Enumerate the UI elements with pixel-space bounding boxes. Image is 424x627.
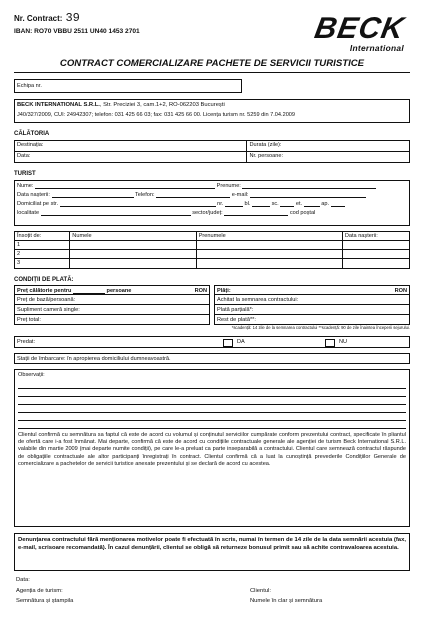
company-info [14, 99, 410, 123]
date-label: Data: [17, 153, 31, 160]
birth-date-line[interactable] [52, 192, 134, 198]
total-price-label: Preț total: [17, 316, 41, 323]
table-row[interactable] [15, 250, 410, 259]
iban: IBAN: RO70 VBBU 2511 UN40 1453 2701 [14, 27, 140, 35]
phone-label: Telefon: [134, 191, 155, 198]
street-line[interactable] [60, 201, 216, 207]
currency-right: RON [394, 287, 407, 294]
email-label: e-mail: [231, 191, 249, 198]
nr-label: nr. [217, 200, 224, 207]
observation-line[interactable] [18, 405, 406, 413]
contract-label: Nr. Contract: [14, 14, 63, 23]
boarding-stations: Stații de îmbarcare: în apropierea domiciliului dumneavoastră. [14, 353, 410, 364]
table-row[interactable] [15, 259, 410, 268]
handover-row [14, 336, 410, 348]
persons-count-line[interactable] [73, 288, 105, 294]
row-number: 3 [15, 259, 70, 268]
client-label: Clientul: [250, 588, 271, 595]
destination-field[interactable] [15, 141, 247, 151]
col-first-name: Prenumele [196, 231, 342, 240]
payment-note: *scadență: 14 zile de la semnarea contractului **scadență: 90 de zile înaintea începerii sejurului. [231, 325, 410, 331]
agency-sign-label: Semnătura și ștampila [16, 598, 74, 605]
price-for-label: Preț călătorie pentru [17, 287, 72, 294]
duration-field[interactable] [247, 141, 409, 151]
payments-label: Plăți: [217, 287, 231, 294]
row-number: 2 [15, 250, 70, 259]
observation-line[interactable] [18, 421, 406, 429]
handover-label: Predat: [17, 339, 36, 346]
logo-word: BECK [312, 12, 407, 45]
phone-line[interactable] [156, 192, 230, 198]
company-name: BECK INTERNATIONAL S.R.L. [17, 102, 100, 109]
team-label: Echipa nr. [17, 83, 42, 90]
payment-right [214, 285, 410, 325]
observation-line[interactable] [18, 381, 406, 389]
companions-header [15, 231, 410, 240]
signature-date-label: Data: [16, 577, 30, 584]
observations-box [14, 369, 410, 527]
observation-line[interactable] [18, 413, 406, 421]
duration-label: Durata (zile): [249, 142, 282, 149]
name-line[interactable] [35, 183, 215, 189]
team-field[interactable] [14, 79, 242, 93]
cancellation-notice: Denunțarea contractului fără menționarea motivelor poate fi efectuată în scris, numai în termen de 14 zile de la data semnării acestuia (fax, e-mail, scrisoare recomandată). În cazul denunțării, clientul se obligă să returneze bonusul primit sau să achite contravaloarea acestuia. [14, 533, 410, 571]
base-price-field[interactable] [14, 295, 210, 305]
balance-field[interactable] [214, 315, 410, 325]
beck-logo [286, 12, 407, 54]
yes-checkbox[interactable] [223, 339, 233, 347]
contract-number: 39 [65, 11, 80, 25]
ap-label: ap. [321, 200, 329, 207]
payment-section [14, 285, 410, 325]
nr-line[interactable] [225, 201, 243, 207]
locality-label: localitate [17, 209, 40, 216]
observations-text: Clientul confirmă cu semnătura sa faptul că este de acord cu volumul și conținutul serviciilor cumpărate conform prezentului contract, specificate în pliantul de ofertă care i-a fost înmânat. Mai departe, confirmă că este de acord cu condițiile contractuale generale ale agenției de turism Beck International S.R.L. valabile din martie 2009 (mai departe numite condiții), pe care le-a preluat ca parte inseparabilă a contractului. Clientul care semnează contractul răspunde de obligațiile contractuale ale altor participanți înregistrați în contract. Clientul confirmă că a luat la cunoștință prevederile Condițiilor Generale de comercializare a pachetelor de servicii turistice anexate prezentului și se declară de acord cu acestea. [18, 431, 406, 468]
sector-line[interactable] [224, 210, 288, 216]
birth-date-label: Data nașterii: [17, 191, 50, 198]
document-title: CONTRACT COMERCIALIZARE PACHETE DE SERVICII TURISTICE [14, 58, 410, 73]
company-address: , Str. Preciziei 3, cam.1+2, RO-062203 București [99, 102, 225, 109]
sector-label: sector/județ: [192, 209, 223, 216]
row-number: 1 [15, 241, 70, 250]
yes-label: DA [237, 339, 245, 346]
no-label: NU [339, 339, 348, 346]
signatures [14, 577, 410, 627]
company-details: J40/327/2009, CUI: 24942307; telefon: 031 425 66 03; fax: 031 425 66 00. Licența turism nr. 5259 din 7.04.2009 [17, 111, 296, 118]
payments-header [214, 285, 410, 295]
partial-payment-label: Plată parțială*: [217, 306, 254, 313]
sc-line[interactable] [280, 201, 294, 207]
locality-line[interactable] [41, 210, 191, 216]
date-field[interactable] [15, 152, 247, 162]
companions-table [14, 231, 410, 269]
paid-on-sign-field[interactable] [214, 295, 410, 305]
observation-line[interactable] [18, 397, 406, 405]
bl-label: bl. [244, 200, 251, 207]
paid-on-sign-label: Achitat la semnarea contractului: [217, 296, 299, 303]
agency-label: Agenția de turism: [16, 588, 63, 595]
partial-payment-field[interactable] [214, 305, 410, 315]
tourist-title: TURIST [14, 170, 36, 177]
payment-left [14, 285, 210, 325]
persons-label-2: persoane [106, 287, 132, 294]
name-label: Nume: [17, 182, 34, 189]
room-supplement-field[interactable] [14, 305, 210, 315]
balance-label: Rest de plată**: [217, 316, 256, 323]
et-label: et. [295, 200, 303, 207]
header [14, 12, 410, 54]
first-name-label: Prenume: [216, 182, 241, 189]
client-sign-label: Numele în clar și semnătura [250, 598, 323, 605]
observations-label: Observații: [18, 372, 45, 379]
base-price-label: Preț de bază/persoană: [17, 296, 76, 303]
room-supplement-label: Supliment cameră single: [17, 306, 80, 313]
price-for-persons-field[interactable] [14, 285, 210, 295]
travel-row-2 [14, 152, 410, 163]
col-companion: Însoțit de: [15, 231, 70, 240]
no-checkbox[interactable] [325, 339, 335, 347]
table-row[interactable] [15, 241, 410, 250]
email-line[interactable] [250, 192, 366, 198]
tourist-box [14, 180, 410, 226]
bl-line[interactable] [252, 201, 270, 207]
payment-title: CONDIȚII DE PLATĂ: [14, 276, 74, 283]
logo-subtitle: International [349, 43, 404, 53]
col-birth-date: Data nașterii: [342, 231, 409, 240]
total-price-field[interactable] [14, 315, 210, 325]
currency-left: RON [194, 287, 207, 294]
sc-label: sc. [271, 200, 279, 207]
col-name: Numele [70, 231, 196, 240]
observation-line[interactable] [18, 389, 406, 397]
travel-title: CĂLĂTORIA [14, 131, 50, 138]
et-line[interactable] [304, 201, 320, 207]
first-name-line[interactable] [242, 183, 376, 189]
persons-label: Nr. persoane: [249, 153, 284, 160]
postal-label: cod poștal [289, 209, 316, 216]
persons-field[interactable] [247, 152, 409, 162]
street-label: Domiciliat pe str. [17, 200, 59, 207]
destination-label: Destinația: [17, 142, 44, 149]
travel-row-1 [14, 140, 410, 152]
ap-line[interactable] [331, 201, 345, 207]
